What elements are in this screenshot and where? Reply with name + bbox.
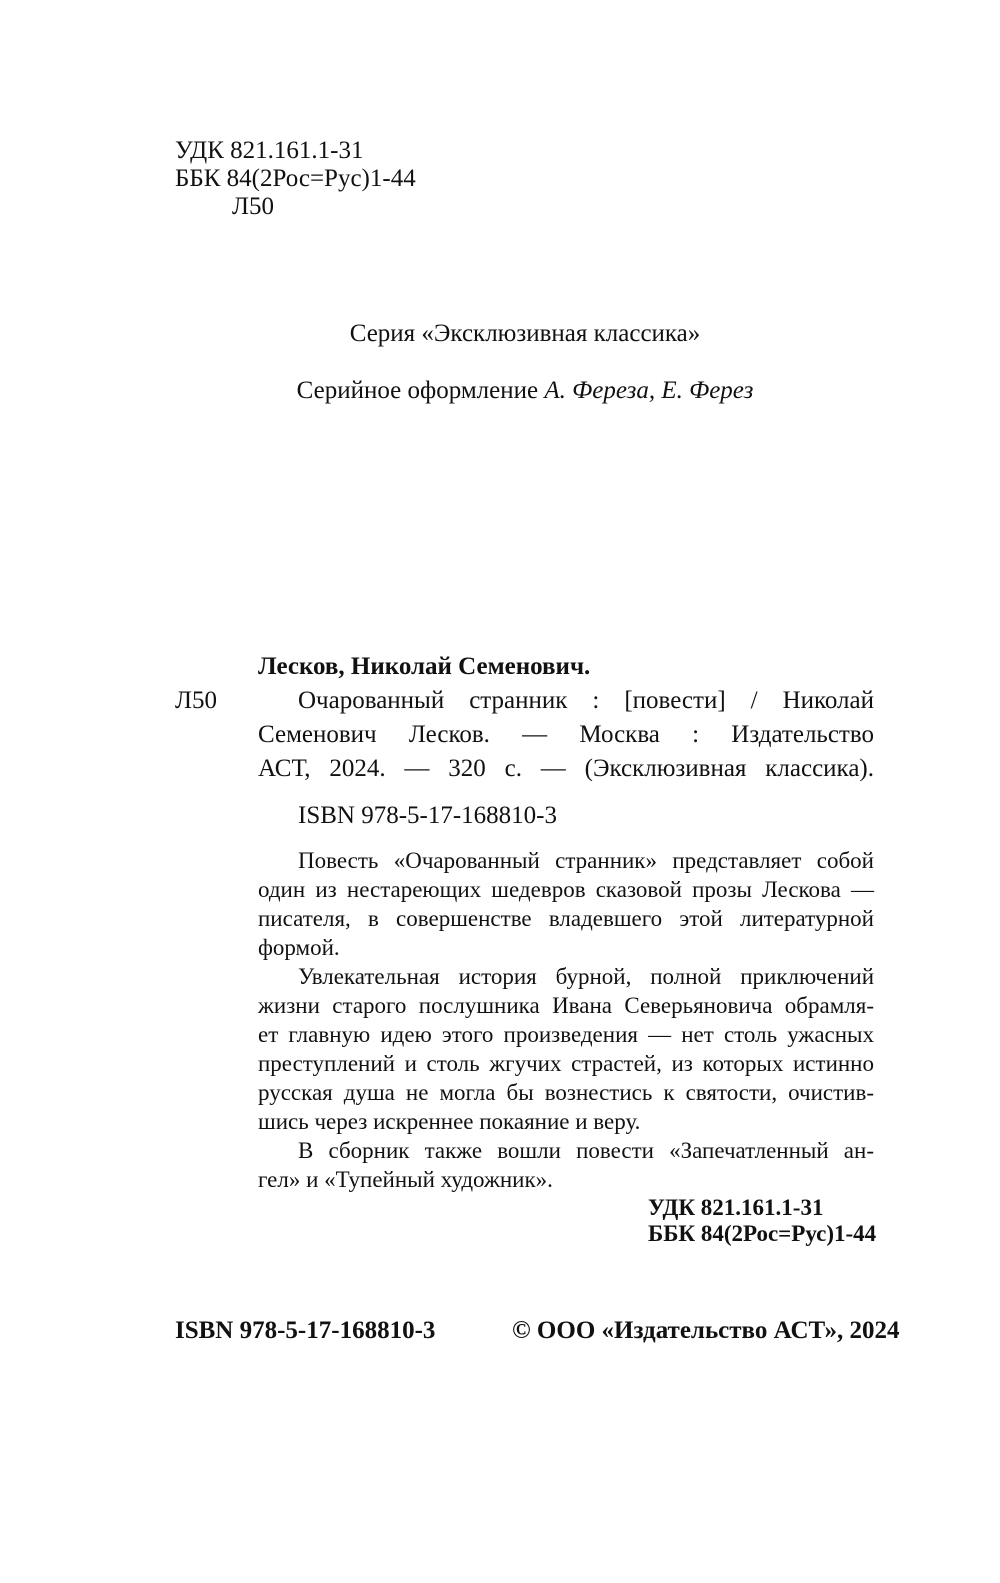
annotation-line: жизни старого послушника Ивана Северьяновича обрамля- xyxy=(258,993,874,1018)
annotation-line: писателя, в совершенстве владевшего этой литературной xyxy=(258,906,874,931)
annotation-line: В сборник также вошли повести «Запечатленный ан- xyxy=(298,1138,874,1163)
entry-description-line: Семенович Лесков. — Москва : Издательство xyxy=(258,721,874,748)
annotation-line: гел» и «Тупейный художник». xyxy=(258,1167,553,1192)
annotation-line: преступлений и столь жгучих страстей, из которых истинно xyxy=(258,1051,874,1076)
annotation-line: Увлекательная история бурной, полной приключений xyxy=(298,964,874,989)
annotation-paragraph-1 xyxy=(258,846,874,962)
bottom-udk-code: УДК 821.161.1-31 xyxy=(648,1195,824,1220)
annotation-line: шись через искреннее покаяние и веру. xyxy=(258,1109,641,1134)
footer-copyright: © ООО «Издательство АСТ», 2024 xyxy=(512,1317,900,1344)
author-mark: Л50 xyxy=(232,193,274,220)
annotation-line: один из нестареющих шедевров сказовой прозы Лескова — xyxy=(258,877,874,902)
series-design xyxy=(0,376,1000,406)
bottom-bbk-code: ББК 84(2Рос=Рус)1-44 xyxy=(648,1221,877,1246)
annotation-line: ет главную идею этого произведения — нет столь ужасных xyxy=(258,1022,874,1047)
annotation-line: Повесть «Очарованный странник» представляет собой xyxy=(298,848,874,873)
entry-author-heading: Лесков, Николай Семенович. xyxy=(258,653,591,680)
bbk-code: ББК 84(2Рос=Рус)1-44 xyxy=(175,165,416,192)
annotation-line: формой. xyxy=(258,935,340,960)
entry-description xyxy=(258,684,874,786)
footer-isbn: ISBN 978-5-17-168810-3 xyxy=(175,1317,436,1344)
annotation-paragraph-2 xyxy=(258,962,874,1136)
series-design-prefix: Серийное оформление xyxy=(296,377,545,404)
entry-description-line: Очарованный странник : [повести] / Николай xyxy=(298,687,874,714)
annotation-line: русская душа не могла бы вознестись к святости, очистив- xyxy=(258,1080,874,1105)
udk-code: УДК 821.161.1-31 xyxy=(175,137,364,164)
annotation-paragraph-3 xyxy=(258,1136,874,1194)
entry-code: Л50 xyxy=(175,687,217,714)
entry-isbn: ISBN 978-5-17-168810-3 xyxy=(298,802,558,829)
entry-description-line: АСТ, 2024. — 320 с. — (Эксклюзивная классика). xyxy=(258,755,874,782)
series-design-names: А. Фереза, Е. Ферез xyxy=(544,377,754,404)
series-line: Серия «Эксклюзивная классика» xyxy=(349,320,701,347)
